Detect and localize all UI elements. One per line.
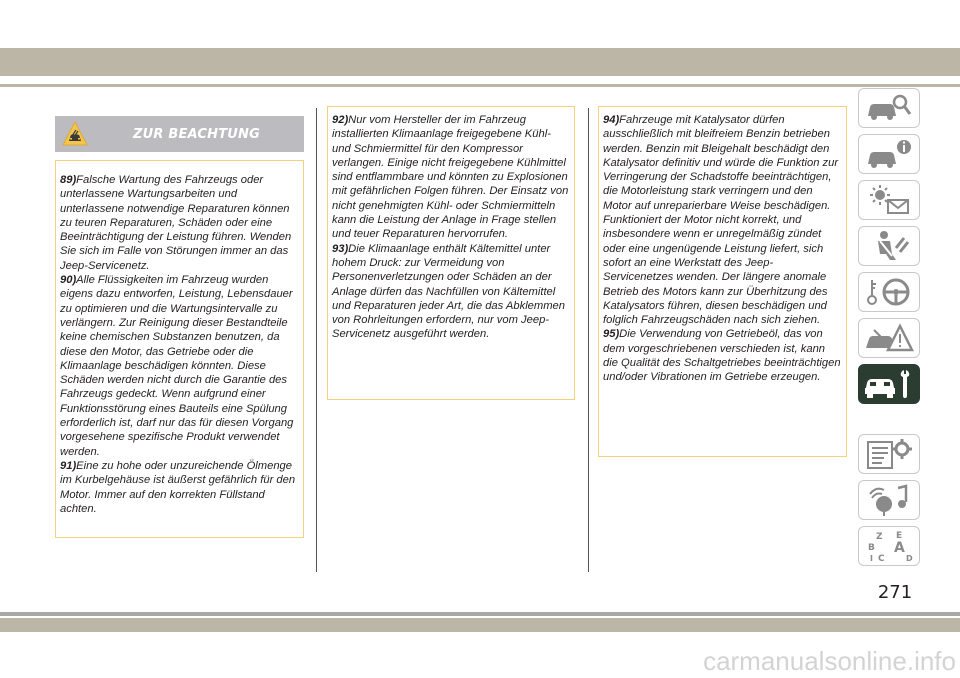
note-text: Nur vom Hersteller der im Fahrzeug installierten Klimaanlage freigegebene Kühl- und Schmiermittel für den Kompressor verlangen. Einige nicht freigegebene Kühlmittel sind entflammbare und könnten zu Explosionen mit gefährlichen Folgen führen. Der Einsatz von nicht genehmigten Kühl- oder Schmiermitteln kann die Leistung der Anlage in Frage stellen und teuer Reparaturen hervorrufen. xyxy=(332,114,569,241)
bottom-band xyxy=(0,618,960,632)
watermark: carmanualsonline.info xyxy=(703,646,956,676)
car-info-icon xyxy=(862,136,916,172)
top-band xyxy=(0,48,960,76)
car-search-icon xyxy=(862,90,916,126)
index-letter: E xyxy=(896,531,903,541)
page-number: 271 xyxy=(877,582,913,603)
tab-warning-lights[interactable] xyxy=(858,180,920,220)
tab-dashboard[interactable] xyxy=(858,134,920,174)
note-item xyxy=(332,113,570,242)
index-letter: A xyxy=(894,540,905,556)
note-item xyxy=(60,459,299,516)
index-letter: D xyxy=(906,554,913,563)
key-steering-wheel-icon xyxy=(862,274,916,310)
index-letter: Z xyxy=(876,532,883,542)
note-number: 92) xyxy=(332,114,349,126)
note-text: Die Verwendung von Getriebeöl, das von dem vorgeschriebenen verschieden ist, kann die Qualität des Schaltgetriebes beeinträchtigen und/oder Vibrationen im Getriebe erzeugen. xyxy=(603,328,841,384)
warning-title: ZUR BEACHTUNG xyxy=(133,126,260,142)
note-number: 91) xyxy=(60,459,77,472)
emergency-car-warning-icon xyxy=(862,320,916,356)
top-rule xyxy=(0,84,960,87)
tab-technical-data[interactable] xyxy=(858,434,920,474)
note-item xyxy=(60,273,299,459)
warning-notes-box xyxy=(55,160,304,538)
index-letter: I xyxy=(870,554,873,563)
note-number: 89) xyxy=(60,174,77,186)
tab-emergency[interactable] xyxy=(858,318,920,358)
bottom-rule xyxy=(0,612,960,616)
column-divider xyxy=(588,108,589,572)
technical-data-gear-icon xyxy=(862,436,916,472)
multimedia-music-icon xyxy=(862,482,916,518)
note-text: Fahrzeuge mit Katalysator dürfen ausschließlich mit bleifreiem Benzin betrieben werden. Benzin mit Bleigehalt beschädigt den Katalysator definitiv und würde die Funktion zur Verringerung der Schadstoffe beeinträchtigen, die Motorleistung stark verringern und den Motor auf unreparierbare Weise beschädigen. Funktioniert der Motor nicht korrekt, und insbesondere wenn er unregelmäßig zündet oder eine ungenügende Leistung liefert, sich sofort an eine Werkstatt des Jeep-Servicenetzes wenden. Der längere anomale Betrieb des Motors kann zur Überhitzung des Katalysators führen, diesen beschädigen und folglich Fahrzeugschäden nach sich ziehen. xyxy=(603,114,839,327)
warning-header xyxy=(55,116,304,152)
index-letter: C xyxy=(878,554,885,564)
tab-index[interactable] xyxy=(858,526,920,566)
safety-seatbelt-airbag-icon xyxy=(862,228,916,264)
index-letter: B xyxy=(868,543,875,553)
note-item xyxy=(332,242,570,342)
note-number: 93) xyxy=(332,242,349,255)
warning-notes-box xyxy=(327,106,575,400)
note-item xyxy=(60,173,299,273)
note-item xyxy=(603,327,842,384)
note-text: Die Klimaanlage enthält Kältemittel unter hohem Druck: zur Vermeidung von Personenverletzungen oder Schäden an der Anlage dürfen das Nachfüllen von Kältemittel und Reparaturen jeder Art, die das Abklemmen von Rohrleitungen erfordern, nur vom Jeep-Servicenetz ausgeführt werden. xyxy=(332,242,565,341)
note-text: Eine zu hohe oder unzureichende Ölmenge im Kurbelgehäuse ist äußerst gefährlich für den Motor. Immer auf den korrekten Füllstand achten. xyxy=(60,459,296,515)
tab-starting-driving[interactable] xyxy=(858,272,920,312)
note-text: Alle Flüssigkeiten im Fahrzeug wurden eigens dazu entworfen, Leistung, Lebensdauer zu optimieren und die Wartungsintervalle zu verlängern. Zur Reinigung dieser Bestandteile keine chemischen Substanzen benutzen, da diese den Motor, das Getriebe oder die Klimaanlage beschädigen könnten. Diese Schäden werden nicht durch die Garantie des Fahrzeugs gedeckt. Wenn aufgrund einer Funktionsstörung eines Bauteils eine Spülung erforderlich ist, darf nur das für diesen Vorgang vorgesehene spezifische Produkt verwendet werden. xyxy=(60,274,294,458)
tab-multimedia[interactable] xyxy=(858,480,920,520)
note-text: Falsche Wartung des Fahrzeugs oder unterlassene Wartungsarbeiten und unterlassene notwendige Reparaturen können zu teuren Reparaturen, Schäden oder eine Beeinträchtigung der Leistung führen. Wenden Sie sich im Falle von Störungen immer an das Jeep-Servicenetz. xyxy=(60,174,292,272)
note-number: 95) xyxy=(603,328,620,341)
warning-lights-message-icon xyxy=(862,182,916,218)
car-wrench-maintenance-icon xyxy=(862,366,916,402)
tab-getting-to-know[interactable] xyxy=(858,88,920,128)
tab-servicing-maintenance[interactable] xyxy=(858,364,920,404)
tab-safety[interactable] xyxy=(858,226,920,266)
warning-notes-box xyxy=(598,106,847,457)
column-divider xyxy=(316,108,317,572)
note-number: 94) xyxy=(603,114,620,126)
alphabetical-index-icon xyxy=(862,528,916,564)
note-number: 90) xyxy=(60,274,77,287)
note-item xyxy=(603,113,842,327)
